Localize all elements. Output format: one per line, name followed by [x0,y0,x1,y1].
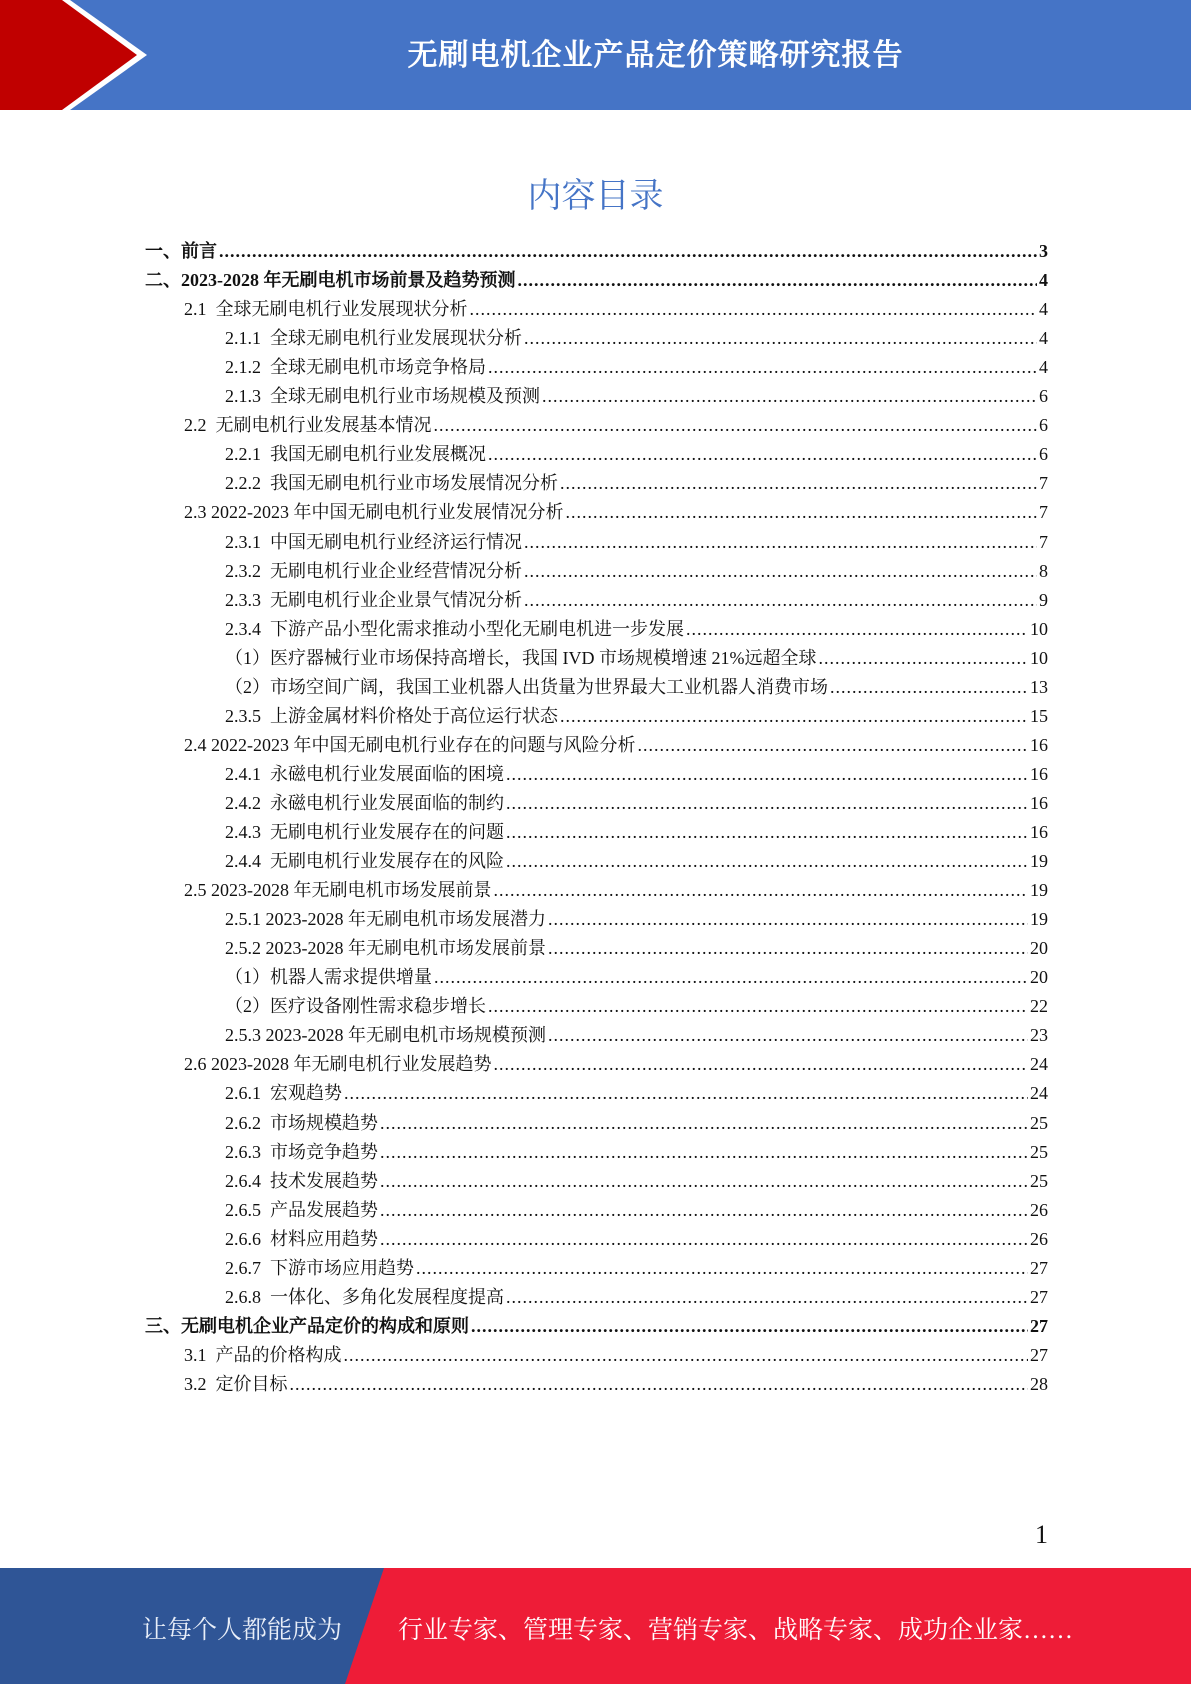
toc-entry[interactable] [225,1079,1048,1108]
toc-entry[interactable] [225,615,1048,644]
toc-dot-leader [524,586,1037,615]
toc-entry-page: 16 [1030,734,1048,755]
toc-entry[interactable] [184,498,1048,527]
toc-entry[interactable] [184,411,1048,440]
toc-entry-title: 2.1 全球无刷电机行业发展现状分析 [184,299,468,320]
toc-dot-leader [470,295,1038,324]
toc-entry[interactable] [225,1196,1048,1225]
toc-entry-page: 16 [1030,763,1048,784]
toc-entry-title: 2.1.1 全球无刷电机行业发展现状分析 [225,328,522,349]
toc-dot-leader [524,557,1037,586]
toc-entry-page: 7 [1039,502,1048,523]
toc-entry-title: 2.1.3 全球无刷电机行业市场规模及预测 [225,386,540,407]
toc-entry-title: 2.4.1 永磁电机行业发展面临的困境 [225,763,504,784]
toc-entry-title: （1）机器人需求提供增量 [225,967,432,988]
toc-dot-leader [560,469,1037,498]
toc-dot-leader [488,440,1037,469]
toc-entry-title: 2.5 2023-2028 年无刷电机市场发展前景 [184,880,492,901]
toc-entry-title: 2.6 2023-2028 年无刷电机行业发展趋势 [184,1054,492,1075]
page-number: 1 [1035,1520,1048,1549]
toc-entry-title: 2.6.6 材料应用趋势 [225,1228,378,1249]
page-header [0,0,1191,110]
toc-entry-page: 22 [1030,996,1048,1017]
toc-dot-leader [506,818,1028,847]
toc-dot-leader [548,1021,1028,1050]
toc-entry[interactable] [225,760,1048,789]
toc-entry-title: 2.1.2 全球无刷电机市场竞争格局 [225,357,486,378]
toc-entry[interactable] [225,905,1048,934]
toc-entry[interactable] [225,469,1048,498]
toc-entry[interactable] [225,586,1048,615]
toc-entry-page: 6 [1039,415,1048,436]
toc-dot-leader [638,731,1029,760]
toc-entry-page: 27 [1030,1315,1048,1336]
toc-entry-page: 3 [1039,241,1048,261]
toc-entry-title: 3.2 定价目标 [184,1373,288,1394]
toc-dot-leader [488,353,1037,382]
toc-entry[interactable] [145,237,1048,266]
toc-dot-leader [518,266,1038,295]
toc-entry-page: 28 [1030,1373,1048,1394]
toc-entry-title: 2.4.3 无刷电机行业发展存在的问题 [225,822,504,842]
toc-entry[interactable] [184,876,1048,905]
toc-entry-title: 2.2 无刷电机行业发展基本情况 [184,415,432,436]
toc-entry-page: 6 [1039,444,1048,465]
toc-dot-leader [506,760,1028,789]
toc-entry[interactable] [225,934,1048,963]
toc-entry-title: 2.3 2022-2023 年中国无刷电机行业发展情况分析 [184,502,564,523]
toc-entry[interactable] [225,557,1048,586]
toc-dot-leader [524,324,1037,353]
toc-entry-page: 19 [1030,909,1048,930]
toc-entry-title: 2.3.5 上游金属材料价格处于高位运行状态 [225,705,558,726]
toc-dot-leader [506,847,1028,876]
toc-entry-page: 27 [1030,1286,1048,1307]
toc-dot-leader [488,992,1028,1021]
toc-entry-page: 15 [1030,705,1048,726]
toc-entry-title: 2.6.1 宏观趋势 [225,1083,342,1104]
toc-dot-leader [471,1312,1028,1341]
report-title: 无刷电机企业产品定价策略研究报告 [407,38,904,73]
toc-entry-title: 2.3.4 下游产品小型化需求推动小型化无刷电机进一步发展 [225,618,684,639]
toc-dot-leader [416,1254,1028,1283]
toc-entry[interactable] [225,324,1048,353]
toc-entry-page: 24 [1030,1083,1048,1104]
toc-entry-page: 7 [1039,531,1048,552]
toc-dot-leader [434,963,1028,992]
toc-entry-page: 20 [1030,967,1048,988]
toc-entry-page: 26 [1030,1228,1048,1249]
toc-entry-title: 2.3.3 无刷电机行业企业景气情况分析 [225,589,522,610]
toc-entry-page: 16 [1030,792,1048,813]
toc-dot-leader [560,702,1028,731]
toc-entry[interactable] [225,963,1048,992]
toc-entry-page: 4 [1039,328,1048,349]
toc-entry-title: 2.6.3 市场竞争趋势 [225,1141,378,1162]
toc-dot-leader [566,498,1038,527]
toc-entry-page: 9 [1039,589,1048,610]
toc-entry[interactable] [225,353,1048,382]
toc-entry[interactable] [225,1225,1048,1254]
toc-entry-title: （2）医疗设备刚性需求稳步增长 [225,996,486,1017]
toc-entry[interactable] [225,789,1048,818]
toc-entry-page: 20 [1030,938,1048,959]
toc-entry-title: （1）医疗器械行业市场保持高增长，我国 IVD 市场规模增速 21%远超全球 [225,647,817,668]
toc-dot-leader [506,1283,1028,1312]
toc-dot-leader [494,1050,1029,1079]
toc-entry-page: 25 [1030,1170,1048,1191]
toc-entry[interactable] [225,992,1048,1021]
toc-entry[interactable] [145,1312,1048,1341]
toc-entry[interactable] [225,847,1048,876]
toc-entry-page: 7 [1039,473,1048,494]
toc-dot-leader [434,411,1038,440]
toc-dot-leader [830,673,1028,702]
toc-entry[interactable] [184,731,1048,760]
toc-entry-title: 一、前言 [145,241,217,261]
toc-dot-leader [686,615,1028,644]
toc-dot-leader [344,1079,1028,1108]
toc-dot-leader [818,644,1028,673]
toc-entry-page: 6 [1039,386,1048,407]
toc-entry-title: 2.6.2 市场规模趋势 [225,1112,378,1133]
toc-entry-page: 23 [1030,1025,1048,1046]
toc-heading: 内容目录 [527,176,664,216]
footer-slogan-right: 行业专家、管理专家、营销专家、战略专家、成功企业家…… [398,1617,1074,1644]
toc-entry[interactable] [225,528,1048,557]
toc-entry-title: 三、无刷电机企业产品定价的构成和原则 [145,1315,469,1336]
toc-entry[interactable] [225,818,1048,847]
toc-dot-leader [506,789,1028,818]
toc-entry-title: 2.4.4 无刷电机行业发展存在的风险 [225,851,504,872]
toc-dot-leader [524,528,1037,557]
toc-entry[interactable] [225,644,1048,673]
toc-dot-leader [380,1196,1028,1225]
toc-entry-title: 2.4.2 永磁电机行业发展面临的制约 [225,792,504,813]
toc-entry-title: 2.6.4 技术发展趋势 [225,1170,378,1191]
toc-entry-title: 2.2.1 我国无刷电机行业发展概况 [225,444,486,465]
toc-entry[interactable] [145,266,1048,295]
toc-entry[interactable] [225,1109,1048,1138]
toc-entry-title: 2.4 2022-2023 年中国无刷电机行业存在的问题与风险分析 [184,734,636,755]
toc-entry-page: 25 [1030,1141,1048,1162]
toc-entry[interactable] [225,702,1048,731]
toc-entry[interactable] [225,673,1048,702]
toc-entry-page: 27 [1030,1344,1048,1365]
toc-entry-title: 2.5.2 2023-2028 年无刷电机市场发展前景 [225,938,546,959]
toc-entry-title: 2.3.2 无刷电机行业企业经营情况分析 [225,560,522,581]
toc-entry[interactable] [184,1370,1048,1399]
toc-dot-leader [542,382,1037,411]
toc-entry[interactable] [225,382,1048,411]
toc-entry-title: 二、2023-2028 年无刷电机市场前景及趋势预测 [145,270,516,291]
toc-dot-leader [380,1225,1028,1254]
toc-entry[interactable] [225,1254,1048,1283]
toc-dot-leader [290,1370,1029,1399]
toc-entry-page: 24 [1030,1054,1048,1075]
toc-entry-page: 27 [1030,1257,1048,1278]
toc-entry-page: 4 [1039,270,1048,291]
toc-entry-title: 2.5.1 2023-2028 年无刷电机市场发展潜力 [225,909,546,930]
toc-entry-page: 25 [1030,1112,1048,1133]
toc-entry-title: 2.5.3 2023-2028 年无刷电机市场规模预测 [225,1025,546,1046]
footer-slogan-left: 让每个人都能成为 [142,1617,343,1644]
toc-entry-title: 2.6.7 下游市场应用趋势 [225,1257,414,1278]
toc-entry-title: 3.1 产品的价格构成 [184,1344,342,1365]
toc-entry-page: 8 [1039,560,1048,581]
toc-dot-leader [380,1167,1028,1196]
toc-entry-page: 4 [1039,357,1048,378]
page-footer [0,1568,1191,1684]
toc-entry-page: 19 [1030,851,1048,872]
toc-entry[interactable] [225,440,1048,469]
toc-entry[interactable] [184,1050,1048,1079]
toc-entry-title: 2.3.1 中国无刷电机行业经济运行情况 [225,531,522,552]
toc-entry-page: 13 [1030,676,1048,697]
toc-dot-leader [219,237,1037,266]
toc-entry[interactable] [225,1138,1048,1167]
toc-dot-leader [548,905,1028,934]
toc-entry-page: 10 [1030,618,1048,639]
toc-entry[interactable] [225,1167,1048,1196]
toc-dot-leader [380,1138,1028,1167]
toc-entry-page: 10 [1030,647,1048,668]
toc-entry[interactable] [184,1341,1048,1370]
toc-entry-page: 26 [1030,1199,1048,1220]
toc-entry[interactable] [225,1021,1048,1050]
toc-entry-page: 4 [1039,299,1048,320]
toc-dot-leader [344,1341,1029,1370]
toc-dot-leader [548,934,1028,963]
toc-entry-title: （2）市场空间广阔，我国工业机器人出货量为世界最大工业机器人消费市场 [225,676,828,697]
toc-entry-title: 2.6.5 产品发展趋势 [225,1199,378,1220]
toc-dot-leader [494,876,1029,905]
toc-dot-leader [380,1109,1028,1138]
toc-entry-page: 19 [1030,880,1048,901]
toc-entry-title: 2.6.8 一体化、多角化发展程度提高 [225,1286,504,1307]
toc-entry[interactable] [225,1283,1048,1312]
toc-entry-title: 2.2.2 我国无刷电机行业市场发展情况分析 [225,473,558,494]
toc-entry-page: 16 [1030,822,1048,842]
toc-entry[interactable] [184,295,1048,324]
